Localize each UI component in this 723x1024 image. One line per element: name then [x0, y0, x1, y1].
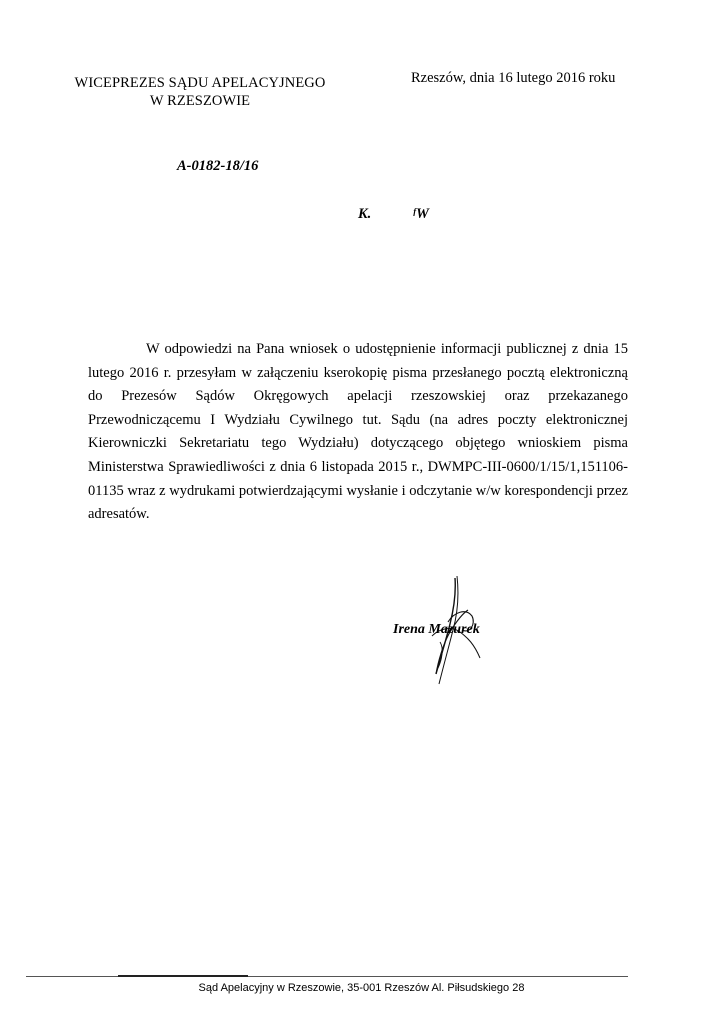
issuer-block [60, 74, 340, 110]
addressee-initial: K. [358, 206, 372, 222]
footer-divider [26, 976, 628, 977]
addressee-surname: ᶠW [413, 206, 429, 222]
place-date: Rzeszów, dnia 16 lutego 2016 roku [411, 70, 616, 86]
footer-address: Sąd Apelacyjny w Rzeszowie, 35-001 Rzeszów Al. Piłsudskiego 28 [198, 982, 525, 994]
footer-divider-accent [118, 975, 248, 977]
body-paragraph: W odpowiedzi na Pana wniosek o udostępnienie informacji publicznej z dnia 15 lutego 2016 r. przesyłam w załączeniu kserokopię pisma przesłanego pocztą elektroniczną do Prezesów Sądów Okręgowych apelacji rzeszowskiej oraz przekazanego Przewodniczącemu I Wydziału Cywilnego tut. Sądu (na adres poczty elektronicznej Kierowniczki Sekretariatu tego Wydziału) dotyczącego objętego wnioskiem pisma Ministerstwa Sprawiedliwości z dnia 6 listopada 2015 r., DWMPC-III-0600/1/15/1,151106-01135 wraz z wydrukami potwierdzającymi wysłanie i odczytanie w/w korespondencji przez adresatów. [88, 341, 628, 523]
issuer-location: W RZESZOWIE [149, 93, 251, 109]
signature-name: Irena Mazurek [393, 622, 480, 637]
addressee [358, 206, 429, 223]
case-reference: A-0182-18/16 [177, 158, 259, 174]
issuer-title: WICEPREZES SĄDU APELACYJNEGO [74, 75, 326, 91]
